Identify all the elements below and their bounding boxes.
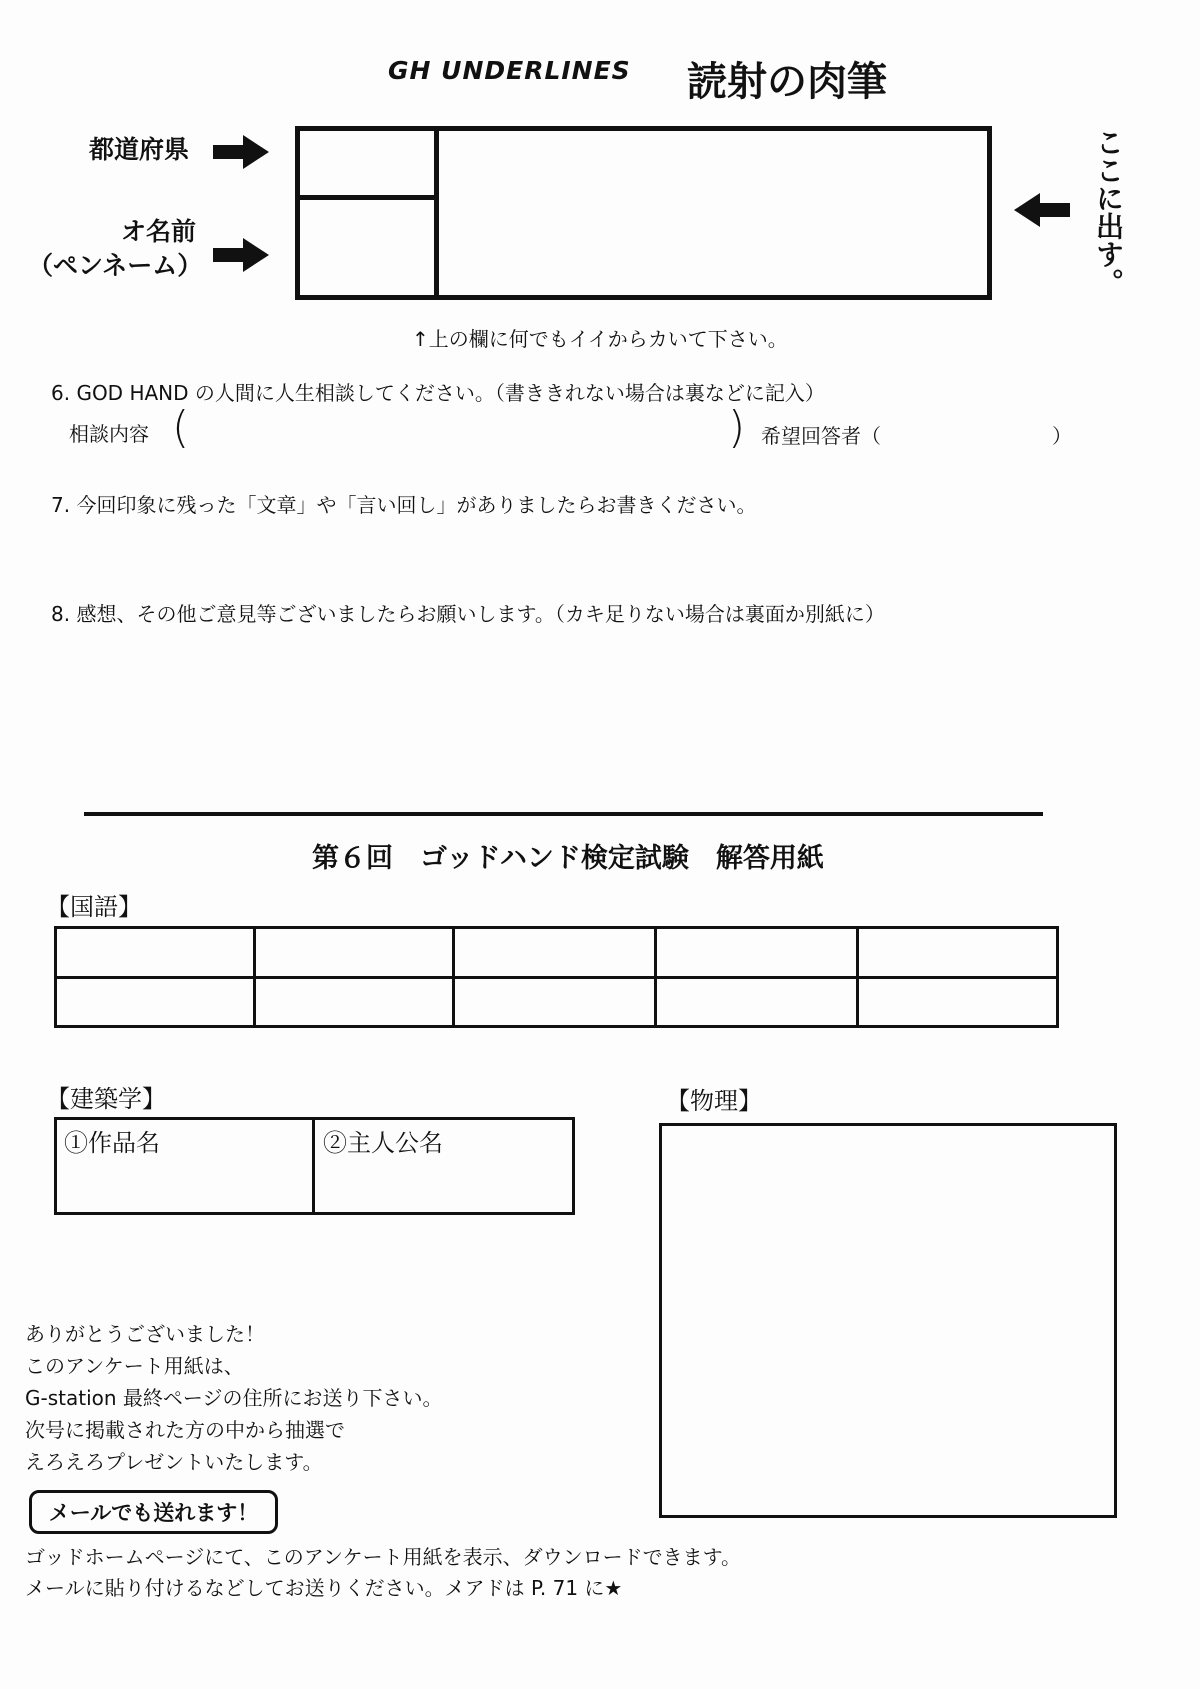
logo: GH UNDERLINES	[388, 56, 631, 85]
mail-line: メールに貼り付けるなどしてお送りください。メアドは P. 71 に★	[25, 1576, 623, 1600]
divider	[312, 1117, 315, 1215]
prefecture-field[interactable]	[300, 131, 434, 195]
responder-label: 希望回答者（	[761, 424, 881, 448]
question-6: 6. GOD HAND の人間に人生相談してください。（書ききれない場合は裏などに記入）	[51, 381, 825, 405]
question-7: 7. 今回印象に残った「文章」や「言い回し」がありましたらお書きください。	[51, 493, 757, 517]
paren-close: )	[728, 402, 746, 453]
butsuri-answer-box[interactable]	[659, 1123, 1117, 1518]
footer-line: えろえろプレゼントいたします。	[25, 1450, 323, 1474]
arrow-right-icon	[213, 238, 271, 272]
divider	[856, 926, 859, 1028]
consult-content-field[interactable]	[200, 410, 720, 452]
mail-line: ゴッドホームページにて、このアンケート用紙を表示、ダウンロードできます。	[25, 1545, 741, 1569]
divider	[452, 926, 455, 1028]
divider	[253, 926, 256, 1028]
footer-line: G-station 最終ページの住所にお送り下さい。	[25, 1386, 443, 1410]
responder-paren-close: ）	[1052, 424, 1072, 448]
footer-line: このアンケート用紙は、	[25, 1354, 244, 1378]
divider	[654, 926, 657, 1028]
page-title: 読射の肉筆	[687, 59, 887, 105]
section-rule	[84, 812, 1043, 816]
footer-line: ありがとうございました！	[25, 1322, 265, 1346]
exam-heading: 第６回 ゴッドハンド検定試験 解答用紙	[312, 843, 824, 874]
name-field[interactable]	[300, 200, 434, 295]
side-note: ここに出す。	[1092, 128, 1125, 296]
prefecture-label: 都道府県	[89, 135, 190, 164]
arrow-right-icon	[213, 135, 271, 169]
divider	[54, 976, 1059, 979]
mail-text	[25, 1542, 741, 1604]
question-8-answer[interactable]	[51, 630, 1051, 790]
name-label: オ名前	[121, 217, 197, 246]
message-field[interactable]	[439, 131, 987, 295]
hero-name-label: ②主人公名	[323, 1129, 443, 1157]
penname-label: （ペンネーム）	[28, 251, 203, 280]
caption: ↑上の欄に何でもイイからカいて下さい。	[412, 327, 788, 351]
arrow-left-icon	[1012, 193, 1070, 227]
paren-open: (	[172, 402, 190, 453]
footer-line: 次号に掲載された方の中から抽選で	[25, 1418, 345, 1442]
thanks-text	[25, 1318, 443, 1478]
butsuri-label: 【物理】	[666, 1087, 762, 1115]
mail-badge: メールでも送れます！	[29, 1490, 278, 1534]
responder-field[interactable]	[900, 416, 1050, 446]
work-title-label: ①作品名	[64, 1129, 160, 1157]
consult-content-label: 相談内容	[69, 422, 149, 446]
question-8: 8. 感想、その他ご意見等ございましたらお願いします。（カキ足りない場合は裏面か別紙に）	[51, 602, 885, 626]
kenchiku-label: 【建築学】	[46, 1085, 166, 1113]
question-7-answer[interactable]	[51, 520, 1051, 590]
kokugo-label: 【国語】	[46, 893, 142, 921]
